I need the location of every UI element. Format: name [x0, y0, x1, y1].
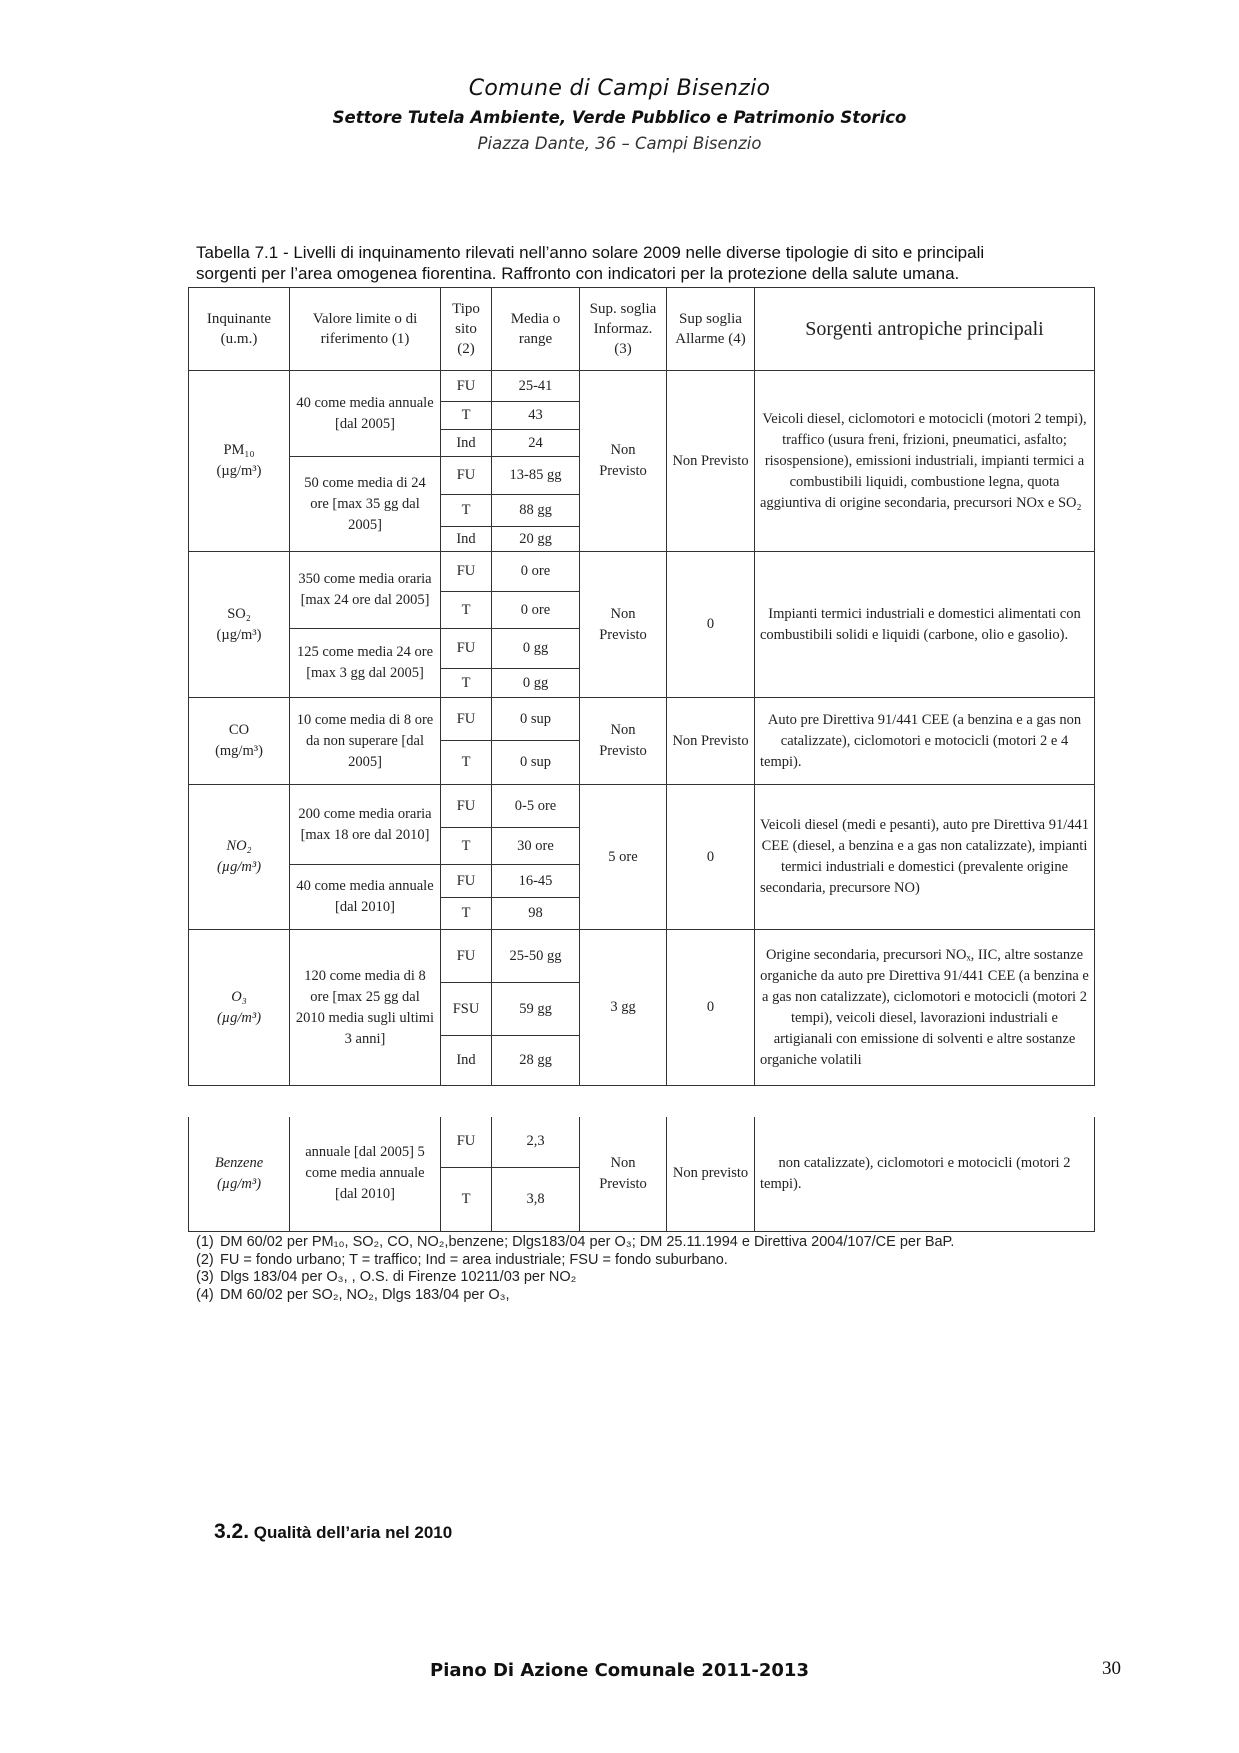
site-type: T [441, 1167, 492, 1231]
pollution-table-continuation [188, 1117, 1095, 1232]
pollutant-cell [189, 930, 290, 1086]
alarm-threshold: Non Previsto [667, 698, 755, 785]
footnote [196, 1287, 510, 1303]
site-type: FU [441, 865, 492, 898]
header-valore-limite: Valore limite o di riferimento (1) [290, 288, 441, 371]
pollutant-name: SO₂ [227, 605, 251, 622]
footnote-text: FU = fondo urbano; T = traffico; Ind = area industriale; FSU = fondo suburbano. [220, 1251, 728, 1268]
pollutant-unit: (µg/m³) [216, 626, 262, 643]
mean-range: 0 ore [492, 552, 580, 592]
section-number: 3.2. [214, 1520, 250, 1543]
pollutant-name: Benzene [214, 1154, 264, 1171]
info-threshold: Non Previsto [580, 371, 667, 552]
section-title: Qualità dell’aria nel 2010 [249, 1523, 453, 1542]
pollutant-cell [189, 552, 290, 698]
anthropic-sources: Impianti termici industriali e domestici alimentati con combustibili solidi e liquidi (carbone, olio e gasolio). [755, 552, 1095, 698]
site-type: T [441, 669, 492, 698]
alarm-threshold: Non previsto [667, 1117, 755, 1231]
mean-range: 13-85 gg [492, 457, 580, 495]
header-tipo-sito: Tipo sito (2) [441, 288, 492, 371]
site-type: T [441, 828, 492, 865]
site-type: FU [441, 457, 492, 495]
department-subtitle: Settore Tutela Ambiente, Verde Pubblico e Patrimonio Storico [332, 108, 907, 127]
site-type: FU [441, 930, 492, 983]
mean-range: 28 gg [492, 1036, 580, 1086]
info-threshold: 3 gg [580, 930, 667, 1086]
header-inquinante: Inquinante (u.m.) [189, 288, 290, 371]
alarm-threshold: Non Previsto [667, 371, 755, 552]
mean-range: 0-5 ore [492, 785, 580, 828]
pollutant-name: PM₁₀ [223, 442, 255, 458]
limit-value: annuale [dal 2005] 5 come media annuale [dal 2010] [290, 1117, 441, 1231]
mean-range: 30 ore [492, 828, 580, 865]
footer-title: Piano Di Azione Comunale 2011-2013 [430, 1660, 809, 1681]
footnote-text: DM 60/02 per SO₂, NO₂, Dlgs 183/04 per O₃, [220, 1286, 510, 1303]
limit-value: 40 come media annuale [dal 2005] [290, 371, 441, 457]
mean-range: 16-45 [492, 865, 580, 898]
pollutant-unit: (µg/m³) [216, 463, 262, 479]
site-type: Ind [441, 1036, 492, 1086]
table-row [189, 930, 1095, 983]
footnote-number: (4) [196, 1286, 214, 1303]
anthropic-sources: Veicoli diesel, ciclomotori e motocicli (motori 2 tempi), traffico (usura freni, frizioni, pneumatici, asfalto; risospensione), emissioni industriali, impianti termici a combustibili liquidi, combustione legna, quota aggiuntiva di origine secondaria, precursori NOx e SO₂ [755, 371, 1095, 552]
header-media: Media o range [492, 288, 580, 371]
header-soglia-informazione: Sup. soglia Informaz. (3) [580, 288, 667, 371]
footnote-text: Dlgs 183/04 per O₃, , O.S. di Firenze 10211/03 per NO₂ [220, 1269, 577, 1285]
limit-value: 10 come media di 8 ore da non superare [dal 2005] [290, 698, 441, 785]
site-type: FU [441, 629, 492, 669]
info-threshold: 5 ore [580, 785, 667, 930]
table-caption-line2: sorgenti per l’area omogenea fiorentina. Raffronto con indicatori per la protezione della salute umana. [196, 264, 960, 283]
site-type: T [441, 495, 492, 527]
mean-range: 0 gg [492, 669, 580, 698]
pollutant-unit: (mg/m³) [215, 743, 263, 759]
mean-range: 59 gg [492, 983, 580, 1036]
pollutant-name: O₃ [231, 988, 247, 1005]
anthropic-sources: non catalizzate), ciclomotori e motocicli (motori 2 tempi). [755, 1117, 1095, 1231]
pollutant-cell [189, 371, 290, 552]
site-type: FU [441, 552, 492, 592]
mean-range: 0 sup [492, 698, 580, 741]
limit-value: 200 come media oraria [max 18 ore dal 2010] [290, 785, 441, 865]
site-type: T [441, 592, 492, 629]
table-row [189, 552, 1095, 592]
pollutant-unit: (µg/m³) [216, 1175, 262, 1192]
header-sorgenti: Sorgenti antropiche principali [755, 288, 1095, 371]
info-threshold: Non Previsto [580, 552, 667, 698]
pollutant-name: CO [228, 722, 250, 738]
pollutant-cell [189, 785, 290, 930]
mean-range: 0 sup [492, 741, 580, 785]
footnote-number: (3) [196, 1269, 214, 1285]
table-row [189, 1117, 1095, 1167]
mean-range: 24 [492, 430, 580, 457]
table-header-row [189, 288, 1095, 371]
table-caption-line1: Tabella 7.1 - Livelli di inquinamento rilevati nell’anno solare 2009 nelle diverse tipologie di sito e principali [196, 243, 985, 262]
anthropic-sources: Veicoli diesel (medi e pesanti), auto pre Direttiva 91/441 CEE (diesel, a benzina e a gas non catalizzate), impianti termici industriali e domestici (prevalente origine secondaria, precursore NO) [755, 785, 1095, 930]
header-soglia-allarme: Sup soglia Allarme (4) [667, 288, 755, 371]
site-type: T [441, 898, 492, 930]
site-type: FU [441, 1117, 492, 1167]
table-row [189, 698, 1095, 741]
site-type: FU [441, 785, 492, 828]
footnote-number: (2) [196, 1251, 214, 1268]
limit-value: 120 come media di 8 ore [max 25 gg dal 2010 media sugli ultimi 3 anni] [290, 930, 441, 1086]
site-type: T [441, 402, 492, 430]
mean-range: 0 ore [492, 592, 580, 629]
info-threshold: Non Previsto [580, 698, 667, 785]
mean-range: 20 gg [492, 527, 580, 552]
mean-range: 25-50 gg [492, 930, 580, 983]
municipality-title: Comune di Campi Bisenzio [468, 76, 771, 101]
mean-range: 98 [492, 898, 580, 930]
page-number: 30 [1102, 1658, 1121, 1679]
table-row [189, 785, 1095, 828]
site-type: FU [441, 698, 492, 741]
footnote-number: (1) [196, 1234, 214, 1250]
alarm-threshold: 0 [667, 552, 755, 698]
site-type: FSU [441, 983, 492, 1036]
section-heading [214, 1520, 452, 1544]
mean-range: 0 gg [492, 629, 580, 669]
footnote [196, 1252, 728, 1268]
limit-value: 350 come media oraria [max 24 ore dal 2005] [290, 552, 441, 629]
pollutant-cell [189, 1117, 290, 1231]
mean-range: 25-41 [492, 371, 580, 402]
limit-value: 40 come media annuale [dal 2010] [290, 865, 441, 930]
pollution-table [188, 287, 1095, 1086]
pollutant-name: NO₂ [226, 838, 252, 854]
anthropic-sources: Auto pre Direttiva 91/441 CEE (a benzina e a gas non catalizzate), ciclomotori e motocicli (motori 2 e 4 tempi). [755, 698, 1095, 785]
site-type: Ind [441, 430, 492, 457]
pollutant-cell [189, 698, 290, 785]
site-type: Ind [441, 527, 492, 552]
site-type: FU [441, 371, 492, 402]
address: Piazza Dante, 36 – Campi Bisenzio [477, 134, 762, 153]
table-row [189, 371, 1095, 402]
mean-range: 88 gg [492, 495, 580, 527]
site-type: T [441, 741, 492, 785]
alarm-threshold: 0 [667, 930, 755, 1086]
footnote [196, 1269, 576, 1285]
pollutant-unit: (µg/m³) [216, 1009, 262, 1026]
limit-value: 50 come media di 24 ore [max 35 gg dal 2005] [290, 457, 441, 552]
footnote [196, 1234, 954, 1250]
limit-value: 125 come media 24 ore [max 3 gg dal 2005] [290, 629, 441, 698]
info-threshold: Non Previsto [580, 1117, 667, 1231]
anthropic-sources: Origine secondaria, precursori NOₓ, IIC, altre sostanze organiche da auto pre Direttiva 91/441 CEE (a benzina e a gas non catalizzate), ciclomotori e motocicli (motori 2 tempi), veicoli diesel, lavorazioni industriali e artigianali con emissione di solventi e altre sostanze organiche volatili [755, 930, 1095, 1086]
mean-range: 43 [492, 402, 580, 430]
mean-range: 3,8 [492, 1167, 580, 1231]
mean-range: 2,3 [492, 1117, 580, 1167]
alarm-threshold: 0 [667, 785, 755, 930]
footnote-text: DM 60/02 per PM₁₀, SO₂, CO, NO₂,benzene; Dlgs183/04 per O₃; DM 25.11.1994 e Direttiva 2004/107/CE per BaP. [220, 1234, 955, 1250]
pollutant-unit: (µg/m³) [216, 859, 262, 875]
